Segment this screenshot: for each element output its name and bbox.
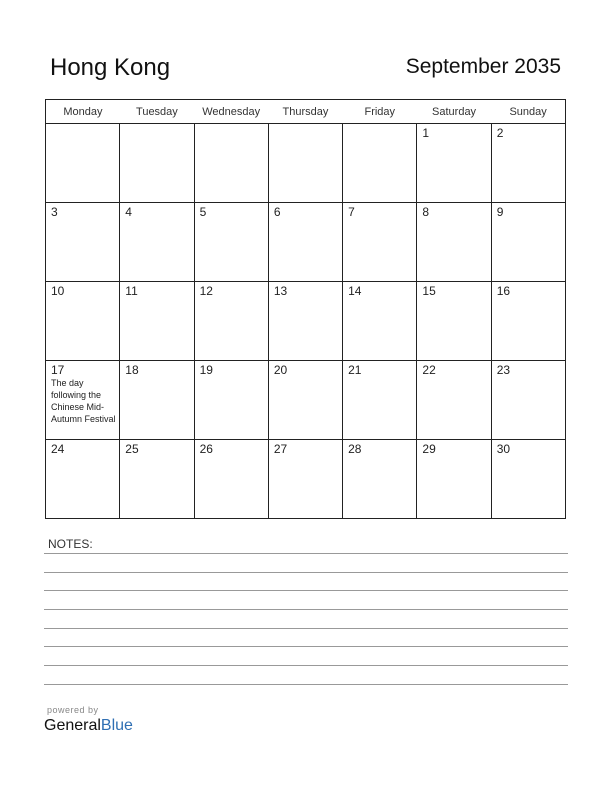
day-cell bbox=[120, 203, 194, 282]
holiday-label: The day following the Chinese Mid-Autumn Festival bbox=[51, 378, 116, 424]
day-cell bbox=[343, 440, 417, 519]
day-number: 20 bbox=[273, 363, 288, 377]
day-cell bbox=[120, 440, 194, 519]
note-line bbox=[44, 609, 568, 610]
note-line bbox=[44, 628, 568, 629]
day-cell bbox=[268, 282, 342, 361]
day-cell bbox=[491, 203, 565, 282]
day-cell bbox=[46, 440, 120, 519]
day-cell bbox=[268, 203, 342, 282]
weekday-sunday: Sunday bbox=[491, 100, 565, 124]
powered-by-text: powered by bbox=[47, 705, 99, 715]
week-row bbox=[46, 361, 566, 440]
calendar-month-title: September 2035 bbox=[405, 55, 561, 78]
week-row bbox=[46, 203, 566, 282]
day-number: 16 bbox=[496, 284, 511, 298]
day-cell bbox=[343, 124, 417, 203]
day-number: 2 bbox=[496, 126, 504, 140]
day-number: 18 bbox=[125, 363, 139, 377]
day-number: 12 bbox=[199, 284, 213, 298]
day-cell bbox=[46, 361, 120, 440]
day-cell bbox=[46, 282, 120, 361]
weekday-friday: Friday bbox=[343, 100, 417, 124]
day-number: 13 bbox=[273, 284, 288, 298]
day-number: 14 bbox=[348, 284, 362, 298]
day-number: 5 bbox=[199, 205, 207, 219]
day-cell bbox=[343, 282, 417, 361]
day-cell bbox=[343, 203, 417, 282]
day-cell bbox=[194, 124, 268, 203]
day-number: 22 bbox=[422, 363, 436, 377]
day-number: 19 bbox=[199, 363, 213, 377]
day-number: 17 bbox=[51, 363, 65, 377]
weekday-saturday: Saturday bbox=[417, 100, 491, 124]
day-cell bbox=[194, 361, 268, 440]
day-cell bbox=[46, 203, 120, 282]
day-cell bbox=[491, 361, 565, 440]
day-number: 24 bbox=[51, 442, 65, 456]
day-cell bbox=[417, 440, 491, 519]
day-cell bbox=[194, 203, 268, 282]
day-cell bbox=[194, 440, 268, 519]
day-number: 23 bbox=[496, 363, 511, 377]
day-number: 27 bbox=[273, 442, 288, 456]
day-cell bbox=[194, 282, 268, 361]
day-cell bbox=[268, 361, 342, 440]
week-row bbox=[46, 282, 566, 361]
day-cell bbox=[491, 124, 565, 203]
day-cell bbox=[46, 124, 120, 203]
day-cell bbox=[120, 282, 194, 361]
calendar-country-title: Hong Kong bbox=[50, 54, 171, 81]
day-cell bbox=[268, 124, 342, 203]
day-number: 26 bbox=[199, 442, 213, 456]
note-line bbox=[44, 665, 568, 666]
weekday-thursday: Thursday bbox=[268, 100, 342, 124]
day-number: 28 bbox=[348, 442, 362, 456]
calendar-body bbox=[46, 124, 566, 519]
day-number: 6 bbox=[273, 205, 281, 219]
week-row bbox=[46, 124, 566, 203]
day-number: 8 bbox=[422, 205, 430, 219]
brand-general: General bbox=[44, 717, 101, 734]
weekday-monday: Monday bbox=[46, 100, 120, 124]
note-line bbox=[44, 646, 568, 647]
day-cell bbox=[417, 203, 491, 282]
weekday-tuesday: Tuesday bbox=[120, 100, 194, 124]
brand-blue: Blue bbox=[100, 717, 133, 734]
note-line bbox=[44, 684, 568, 685]
day-number: 21 bbox=[348, 363, 362, 377]
day-number: 7 bbox=[348, 205, 355, 219]
note-line bbox=[44, 553, 568, 554]
day-number: 10 bbox=[51, 284, 65, 298]
day-number: 15 bbox=[422, 284, 436, 298]
calendar-grid bbox=[45, 99, 566, 519]
day-cell bbox=[491, 440, 565, 519]
day-number: 30 bbox=[496, 442, 511, 456]
day-cell bbox=[268, 440, 342, 519]
day-cell bbox=[417, 124, 491, 203]
day-number: 25 bbox=[125, 442, 139, 456]
day-cell bbox=[120, 124, 194, 203]
day-cell bbox=[417, 282, 491, 361]
day-cell bbox=[491, 282, 565, 361]
day-cell bbox=[120, 361, 194, 440]
day-number: 11 bbox=[125, 284, 138, 298]
day-number: 1 bbox=[422, 126, 430, 140]
note-line bbox=[44, 590, 568, 591]
notes-label: NOTES: bbox=[48, 537, 93, 551]
day-number: 4 bbox=[125, 205, 132, 219]
generalblue-logo bbox=[44, 717, 133, 735]
weekday-wednesday: Wednesday bbox=[194, 100, 268, 124]
day-cell bbox=[417, 361, 491, 440]
note-line bbox=[44, 572, 568, 573]
week-row bbox=[46, 440, 566, 519]
day-cell bbox=[343, 361, 417, 440]
day-number: 3 bbox=[51, 205, 58, 219]
day-number: 29 bbox=[422, 442, 436, 456]
weekday-header-row bbox=[46, 100, 566, 124]
day-number: 9 bbox=[496, 205, 504, 219]
